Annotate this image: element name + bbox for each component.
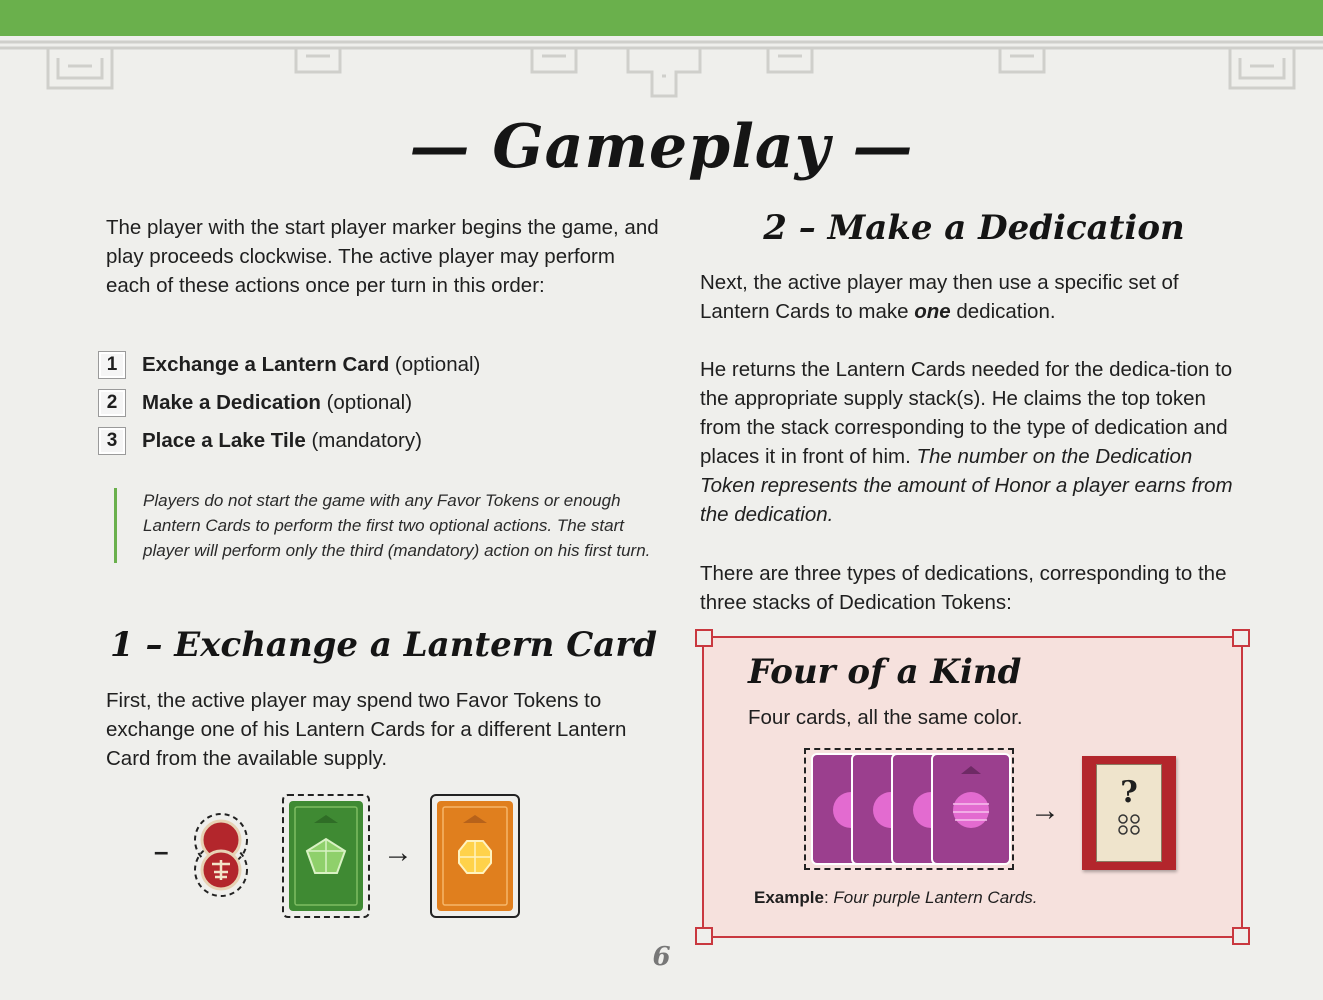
page-number: 6 — [652, 942, 671, 972]
intro-paragraph: The player with the start player marker begins the game, and play proceeds clockwise. The active player may perform each of these actions once per turn in this order: — [106, 216, 659, 297]
action-name: Exchange a Lantern Card — [142, 353, 390, 376]
dedication-arrow-icon: → — [1030, 794, 1060, 827]
token-symbol: ? — [1120, 775, 1138, 810]
decorative-fret-border — [0, 36, 1323, 100]
dedication-heading: 2 – Make a Dedication — [763, 208, 1185, 248]
exchange-arrow-icon: → — [383, 836, 413, 869]
four-of-a-kind-box — [702, 636, 1243, 938]
exchange-paragraph: First, the active player may spend two Favor Tokens to exchange one of his Lantern Cards for a different Lantern Card from the available supply. — [106, 689, 627, 770]
dedication-paragraph-2: He returns the Lantern Cards needed for the dedica-tion to the appropriate supply stack(s). He claims the top token from the stack corresponding to the type of dedication and places it in front of him. The number on the Dedication Token represents the amount of Honor a player earns from the dedication. — [700, 358, 1233, 526]
action-item-2 — [98, 388, 412, 418]
green-lantern-card — [282, 794, 370, 918]
example-caption: Example: Four purple Lantern Cards. — [754, 888, 1038, 907]
action-item-1 — [98, 350, 480, 380]
orange-lantern-card — [430, 794, 520, 918]
action-note: (mandatory) — [311, 429, 422, 452]
minus-sign: – — [154, 836, 169, 866]
dedication-token — [1082, 756, 1176, 870]
action-name: Place a Lake Tile — [142, 429, 306, 452]
top-green-bar — [0, 0, 1323, 36]
box-corner — [695, 629, 713, 647]
four-of-a-kind-text: Four cards, all the same color. — [748, 706, 1023, 729]
dedication-paragraph-3: There are three types of dedications, corresponding to the three stacks of Dedication Tokens: — [700, 562, 1227, 614]
four-of-a-kind-title: Four of a Kind — [748, 652, 1022, 692]
favor-tokens-icon — [190, 812, 252, 898]
purple-cards-group — [804, 748, 1014, 870]
token-dots-icon — [1097, 810, 1161, 840]
action-name: Make a Dedication — [142, 391, 321, 414]
action-number: 1 — [98, 351, 126, 379]
box-corner — [1232, 629, 1250, 647]
side-note: Players do not start the game with any Favor Tokens or enough Lantern Cards to perform the first two optional actions. The start player will perform only the third (mandatory) action on his first turn. — [114, 488, 663, 563]
exchange-heading: 1 – Exchange a Lantern Card — [109, 625, 658, 665]
action-number: 2 — [98, 389, 126, 417]
page-title: — Gameplay — — [409, 112, 914, 182]
action-note: (optional) — [394, 353, 481, 376]
dedication-paragraph-1: Next, the active player may then use a specific set of Lantern Cards to make one dedication. — [700, 271, 1179, 323]
action-item-3 — [98, 426, 422, 456]
action-number: 3 — [98, 427, 126, 455]
action-note: (optional) — [326, 391, 413, 414]
